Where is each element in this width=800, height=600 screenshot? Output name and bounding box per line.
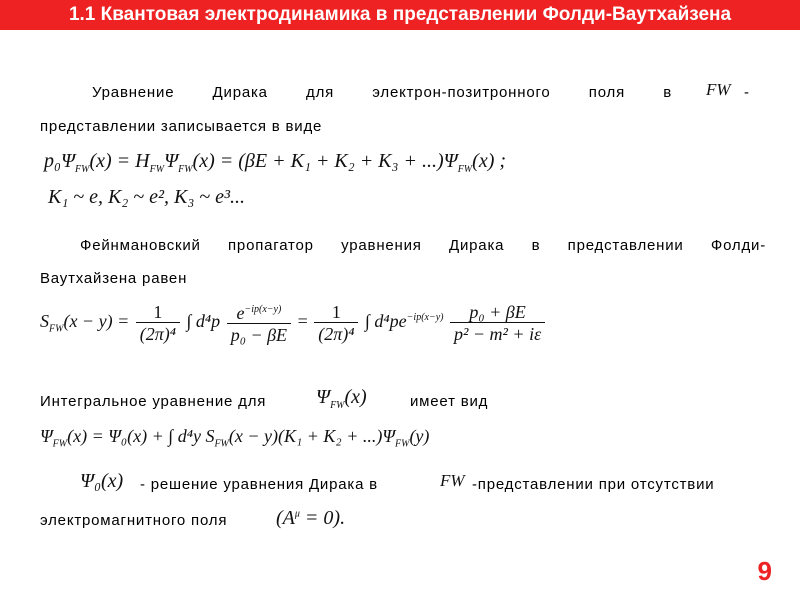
paragraph-2-line-2: Ваутхайзена равен (40, 270, 188, 287)
page-number: 9 (757, 556, 772, 586)
formula-no-field: $(A^\mu = 0)$. (276, 507, 346, 529)
paragraph-3-text-1: Интегральное уравнение для (40, 393, 267, 410)
paragraph-1-line-1: Уравнение Дирака для электрон-позитронного поля в (92, 84, 672, 101)
formula-psi0: Ψ₀(x) (80, 470, 124, 492)
formula-integral-equation: $\Psi_{FW}(x) = \Psi_0(x)$ + ∫ d⁴y $S_{FW}(x - y)(K_1 + K_2 + ...)\Psi_{FW}(y)$ (40, 426, 430, 450)
formula-k-orders: K₁ ~ e, K₂ ~ e², K₃ ~ e³... (48, 186, 245, 208)
formula-dirac-equation: $p_0\Psi_{FW}(x) = H_{FW}\Psi_{FW}(x) = (\beta E + K_1 + K_2 + K_3 + ...)\Psi_{FW}(x)$ ; (44, 150, 507, 175)
paragraph-2-line-1: Фейнмановский пропагатор уравнения Дирака в представлении Фолди- (80, 237, 766, 254)
paragraph-1-line-2: представлении записывается в виде (40, 118, 323, 135)
paragraph-4-text-1: - решение уравнения Дирака в (140, 476, 378, 493)
paragraph-4-text-2: -представлении при отсутствии (472, 476, 715, 493)
fw-symbol: FW (706, 80, 731, 99)
dash: - (744, 84, 750, 101)
slide-title: 1.1 Квантовая электродинамика в представлении Фолди-Ваутхайзена (0, 0, 800, 30)
fw-symbol-2: FW (440, 471, 465, 490)
formula-psi-fw: $\Psi_{FW}(x)$ (316, 386, 367, 411)
paragraph-3-text-2: имеет вид (410, 393, 489, 410)
paragraph-4-line-2: электромагнитного поля (40, 512, 228, 529)
formula-propagator: $S_{FW}(x - y)$ = $\frac{1}{\text{(2π)⁴}}$ ∫ d⁴p $\frac{e^{-ip(x-y)}}{\text{p₀ − βE}}$ = $\frac{1}{\text{(2π)⁴}}$ ∫ $d^4pe^{-ip(x-y)}$ $\frac{\text{p₀ + βE}}{\text{p² − m² + iε}}$ (40, 300, 547, 346)
